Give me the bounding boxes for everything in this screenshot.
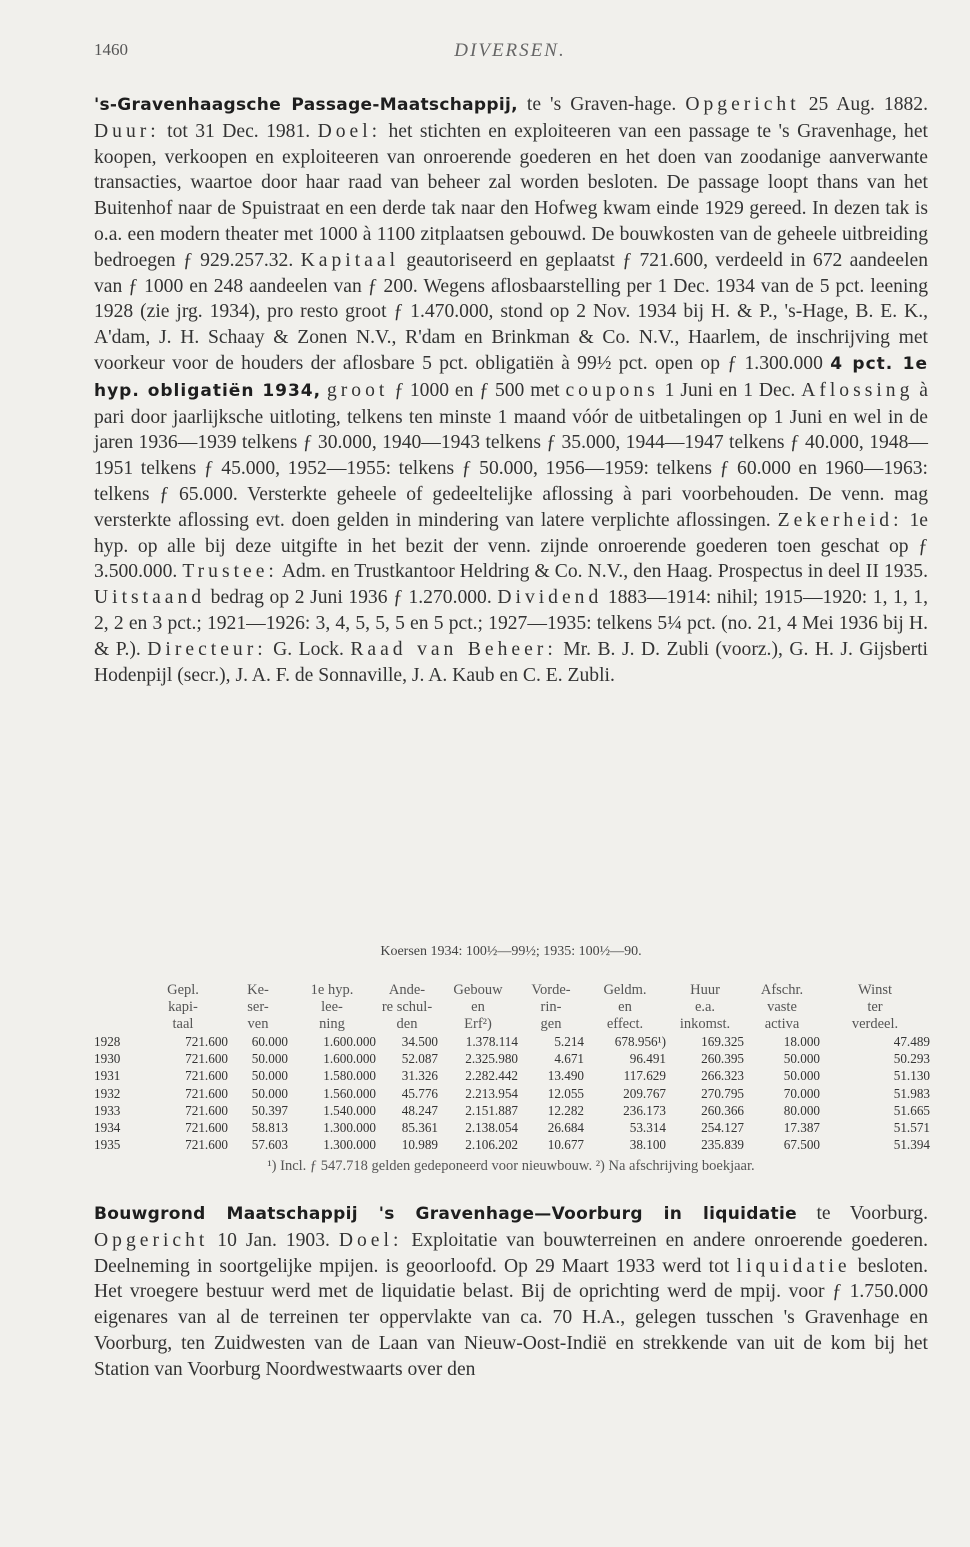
table-cell: 1.300.000: [323, 1120, 376, 1136]
entry-text: 1 Juni en 1 Dec.: [658, 379, 802, 401]
table-cell: 48.247: [401, 1102, 438, 1118]
table-cell: 67.500: [783, 1137, 820, 1153]
column-header: verdeel.: [851, 1016, 899, 1032]
column-header: en: [618, 999, 632, 1015]
year-cell: 1931: [94, 1068, 121, 1084]
column-header: Winst: [857, 982, 893, 998]
table-cell: 18.000: [783, 1034, 820, 1049]
field-label-doel: Doel:: [317, 120, 382, 142]
column-header: gen: [540, 1016, 562, 1032]
table-cell: 34.500: [401, 1034, 438, 1049]
table-cell: 721.600: [185, 1102, 228, 1118]
table-cell: 266.323: [701, 1068, 744, 1084]
column-header: Ke-: [247, 982, 269, 998]
table-row: [94, 1067, 930, 1084]
table-cell: 51.665: [893, 1102, 930, 1118]
field-label-duur: Duur:: [94, 120, 160, 142]
table-cell: 51.571: [893, 1120, 930, 1136]
table-cell: 50.293: [893, 1051, 930, 1067]
column-header: effect.: [606, 1016, 644, 1032]
table-cell: 50.000: [783, 1051, 820, 1067]
table-cell: 50.000: [251, 1051, 288, 1067]
field-label-kapitaal: Kapitaal: [300, 249, 400, 271]
table-cell: 47.489: [893, 1034, 930, 1049]
column-header: vaste: [767, 999, 797, 1015]
table-cell: 51.394: [893, 1137, 930, 1153]
table-cell: 2.325.980: [465, 1051, 518, 1067]
table-cell: 2.213.954: [465, 1085, 518, 1101]
field-label-groot: groot: [326, 379, 389, 401]
entry-text: te Voorburg.: [796, 1203, 928, 1224]
page-header: [94, 40, 926, 70]
financial-table-header: [94, 982, 930, 1033]
table-cell: 2.138.054: [465, 1120, 518, 1136]
column-header: inkomst.: [679, 1016, 731, 1032]
table-row: [94, 1085, 930, 1102]
table-cell: 12.282: [547, 1102, 584, 1118]
column-header: ser-: [247, 999, 269, 1015]
entry-text: geautoriseerd en geplaatst ƒ 721.600, verdeeld in 672 aandeelen van ƒ 1000 en 248 aandeelen van ƒ 200. Wegens aflosbaarstelling per 1 Dec. 1934 van de 5 pct. leening 1928 (zie jrg. 1934), pro resto groot ƒ 1.470.000, stond op 2 Nov. 1934 bij H. & P., 's-Hage, B. E. K., A'dam, J. H. Schaay & Zonen N.V., R'dam en Brinkman & Co. N.V., Haarlem, de inschrijving met voorkeur voor de houders der aflosbare 5 pct. obligatiën à 99½ pct. open op ƒ 1.300.000: [94, 249, 929, 374]
table-cell: 17.387: [783, 1120, 820, 1136]
table-cell: 721.600: [185, 1137, 228, 1153]
column-header: ven: [247, 1016, 269, 1032]
year-cell: 1930: [94, 1051, 121, 1067]
column-header: Vorde-: [531, 982, 571, 998]
column-header: rin-: [540, 999, 562, 1015]
table-cell: 10.677: [547, 1137, 584, 1153]
table-row: [94, 1033, 930, 1050]
field-label-opgericht: Opgericht: [94, 1229, 209, 1251]
column-header: Gebouw: [453, 982, 503, 998]
entry-text: het stichten en exploiteeren van een passage te 's Gravenhage, het koopen, verkoopen en exploiteeren van onroerende goederen en het doen van zoodanige aanverwante transacties, waartoe door haar raad van beheer zal worden besloten. De passage loopt thans van het Buitenhof naar de Spuistraat en een derde tak naar den Hofweg kwam einde 1929 gereed. In dezen tak is o.a. een modern theater met 1000 à 1100 zitplaatsen gebouwd. De bouwkosten van de geheele uitbreiding bedroegen ƒ 929.257.32.: [94, 120, 928, 271]
entry-text: te 's Graven-hage.: [517, 94, 686, 115]
column-header: kapi-: [168, 999, 198, 1015]
year-cell: 1934: [94, 1120, 121, 1136]
table-cell: 1.580.000: [323, 1068, 376, 1084]
table-cell: 53.314: [629, 1120, 666, 1136]
table-cell: 117.629: [623, 1068, 666, 1084]
company-entry-bouwgrond-maatschappij: [94, 1201, 928, 1383]
year-cell: 1933: [94, 1102, 121, 1118]
field-label-doel: Doel:: [338, 1229, 403, 1251]
table-row: [94, 1102, 930, 1119]
table-cell: 254.127: [701, 1120, 744, 1136]
table-cell: 260.366: [701, 1102, 744, 1118]
column-header: Huur: [690, 982, 720, 998]
table-cell: 60.000: [251, 1034, 288, 1049]
column-header: re schul-: [381, 999, 433, 1015]
column-header: ter: [867, 999, 883, 1015]
table-row: [94, 1119, 930, 1136]
table-cell: 38.100: [629, 1137, 666, 1153]
entry-text: à pari door jaarlijksche uitloting, telkens ten minste 1 maand vóór de uitbetalingen op 1 Juni en wel in de jaren 1936—1939 telkens ƒ 30.000, 1940—1943 telkens ƒ 35.000, 1944—1947 telkens ƒ 40.000, 1948—1951 telkens ƒ 45.000, 1952—1955: telkens ƒ 50.000, 1956—1959: telkens ƒ 60.000 en 1960—1963: telkens ƒ 65.000. Versterkte geheele of gedeeltelijke aflossing à pari voorbehouden. De venn. mag versterkte aflossing evt. doen gelden in mindering van latere verplichte aflossingen.: [94, 379, 928, 531]
page-number: 1460: [94, 40, 128, 59]
table-cell: 721.600: [185, 1085, 228, 1101]
field-label-uitstaand: Uitstaand: [94, 587, 206, 609]
table-cell: 96.491: [629, 1051, 666, 1067]
field-label-coupons: coupons: [565, 379, 659, 401]
table-cell: 1.378.114: [465, 1034, 518, 1049]
table-cell: 50.000: [251, 1068, 288, 1084]
table-cell: 169.325: [701, 1034, 744, 1049]
column-header: e.a.: [694, 999, 716, 1015]
column-header: activa: [764, 1016, 800, 1032]
table-cell: 51.130: [893, 1068, 930, 1084]
entry-text: tot 31 Dec. 1981.: [159, 120, 318, 142]
table-cell: 209.767: [623, 1085, 666, 1101]
table-cell: 13.490: [547, 1068, 584, 1084]
financial-table: [94, 982, 930, 1153]
table-cell: 270.795: [701, 1085, 744, 1101]
column-header: Erf²): [464, 1016, 492, 1032]
year-cell: 1935: [94, 1137, 121, 1153]
table-cell: 50.397: [251, 1102, 288, 1118]
field-label-opgericht: Opgericht: [685, 94, 800, 115]
company-name: 's-Gravenhaagsche Passage-Maatschappij,: [94, 95, 518, 115]
field-label-aflossing: Aflossing: [801, 379, 914, 401]
table-cell: 70.000: [783, 1085, 820, 1101]
table-cell: 10.989: [401, 1137, 438, 1153]
table-cell: 1.600.000: [323, 1034, 376, 1049]
table-cell: 58.813: [251, 1120, 288, 1136]
table-cell: 1.600.000: [323, 1051, 376, 1067]
entry-text: 1e hyp. op alle bij deze uitgifte in het bezit der venn. zijnde onroerende goederen toen geschat op ƒ 3.500.000.: [94, 509, 928, 583]
table-footnote: ¹) Incl. ƒ 547.718 gelden gedeponeerd voor nieuwbouw. ²) Na afschrijving boekjaar.: [267, 1158, 755, 1174]
table-cell: 236.173: [623, 1102, 666, 1118]
table-cell: 721.600: [185, 1051, 228, 1067]
table-cell: 678.956¹): [614, 1034, 666, 1049]
column-header: den: [396, 1016, 418, 1032]
financial-table-body: [94, 1033, 930, 1153]
year-cell: 1932: [94, 1085, 121, 1101]
table-header-row: [94, 999, 930, 1016]
table-cell: 1.540.000: [323, 1102, 376, 1118]
column-header: [94, 999, 138, 1016]
table-cell: 2.106.202: [465, 1137, 518, 1153]
entry-text: 25 Aug. 1882.: [799, 94, 929, 115]
table-cell: 721.600: [185, 1068, 228, 1084]
column-header: Ande-: [388, 982, 426, 998]
field-label-dividend: Dividend: [497, 587, 603, 609]
field-label-zekerheid: Zekerheid:: [777, 509, 903, 531]
entry-text: besloten. Het vroegere bestuur werd met de liquidatie belast. Bij de oprichting werd de mpij. voor ƒ 1.750.000 eigenares van al de terreinen ter oppervlakte van ca. 70 H.A., gelegen tusschen 's Gravenhage en Voorburg, ten Zuidwesten van de Laan van Nieuw-Oost-Indië en strekkende van uit de kom bij het Station van Voorburg Noordwestwaarts over den: [94, 1255, 928, 1380]
bond-heading: 4 pct. 1e hyp. obligatiën 1934,: [94, 353, 928, 401]
entry-text: 10 Jan. 1903.: [208, 1229, 339, 1251]
column-header: en: [471, 999, 485, 1015]
table-cell: 721.600: [185, 1120, 228, 1136]
table-header-row: [94, 1016, 930, 1033]
entry-text: Exploitatie van bouwterreinen en andere onroerende goederen. Deelneming in soortgelijke mpijen. is geoorloofd. Op 29 Maart 1933 werd tot: [94, 1229, 928, 1277]
company-name: Bouwgrond Maatschappij 's Gravenhage—Voorburg in liquidatie: [94, 1204, 797, 1224]
year-cell: 1928: [94, 1034, 121, 1049]
table-cell: 45.776: [401, 1085, 438, 1101]
table-cell: 50.000: [783, 1068, 820, 1084]
running-title: DIVERSEN.: [454, 40, 566, 61]
entry-text: G. Lock.: [266, 638, 351, 660]
field-label-raad-van-beheer: Raad van Beheer:: [350, 638, 557, 660]
table-cell: 721.600: [185, 1034, 228, 1049]
table-row: [94, 1136, 930, 1153]
column-header: Gepl.: [167, 982, 199, 998]
column-header: Geldm.: [603, 982, 647, 998]
table-cell: 1.560.000: [323, 1085, 376, 1101]
entry-text: 1883—1914: nihil; 1915—1920: 1, 1, 1, 2, 2 en 3 pct.; 1921—1926: 3, 4, 5, 5, 5 en 5 pct.; 1927—1935: telkens 5¼ pct. (no. 21, 4 Mei 1936 bij H. & P.).: [94, 587, 929, 660]
column-header: taal: [172, 1016, 194, 1032]
table-cell: 57.603: [251, 1137, 288, 1153]
table-cell: 51.983: [893, 1085, 930, 1101]
table-cell: 4.671: [554, 1051, 584, 1067]
column-header: [94, 982, 138, 999]
table-cell: 1.300.000: [323, 1137, 376, 1153]
table-cell: 5.214: [554, 1034, 584, 1049]
table-cell: 2.151.887: [465, 1102, 518, 1118]
column-header: Afschr.: [760, 982, 804, 998]
column-header: 1e hyp.: [310, 982, 354, 998]
column-header: ning: [319, 1016, 345, 1032]
table-cell: 52.087: [401, 1051, 438, 1067]
table-cell: 31.326: [401, 1068, 438, 1084]
entry-text: bedrag op 2 Juni 1936 ƒ 1.270.000.: [205, 587, 498, 609]
field-label-trustee: Trustee:: [182, 561, 278, 583]
table-cell: 12.055: [547, 1085, 584, 1101]
table-row: [94, 1050, 930, 1067]
koersen-line: Koersen 1934: 100½—99½; 1935: 100½—90.: [380, 944, 642, 959]
column-header: lee-: [321, 999, 343, 1015]
table-cell: 85.361: [401, 1120, 438, 1136]
entry-text: Mr. B. J. D. Zubli (voorz.), G. H. J. Gijsberti Hodenpijl (secr.), J. A. F. de Sonnaville, J. A. Kaub en C. E. Zubli.: [94, 638, 928, 686]
company-entry-passage-maatschappij: [94, 92, 928, 688]
table-cell: 26.684: [547, 1120, 584, 1136]
table-header-row: [94, 982, 930, 999]
table-cell: 50.000: [251, 1085, 288, 1101]
field-label-liquidatie: liquidatie: [736, 1255, 851, 1277]
table-cell: 235.839: [701, 1137, 744, 1153]
table-cell: 2.282.442: [465, 1068, 518, 1084]
field-label-directeur: Directeur:: [147, 638, 267, 660]
table-cell: 80.000: [783, 1102, 820, 1118]
table-cell: 260.395: [701, 1051, 744, 1067]
entry-text: Adm. en Trustkantoor Heldring & Co. N.V., den Haag. Prospectus in deel II 1935.: [277, 561, 928, 583]
column-header: [94, 1016, 138, 1033]
entry-text: ƒ 1000 en ƒ 500 met: [388, 379, 566, 401]
